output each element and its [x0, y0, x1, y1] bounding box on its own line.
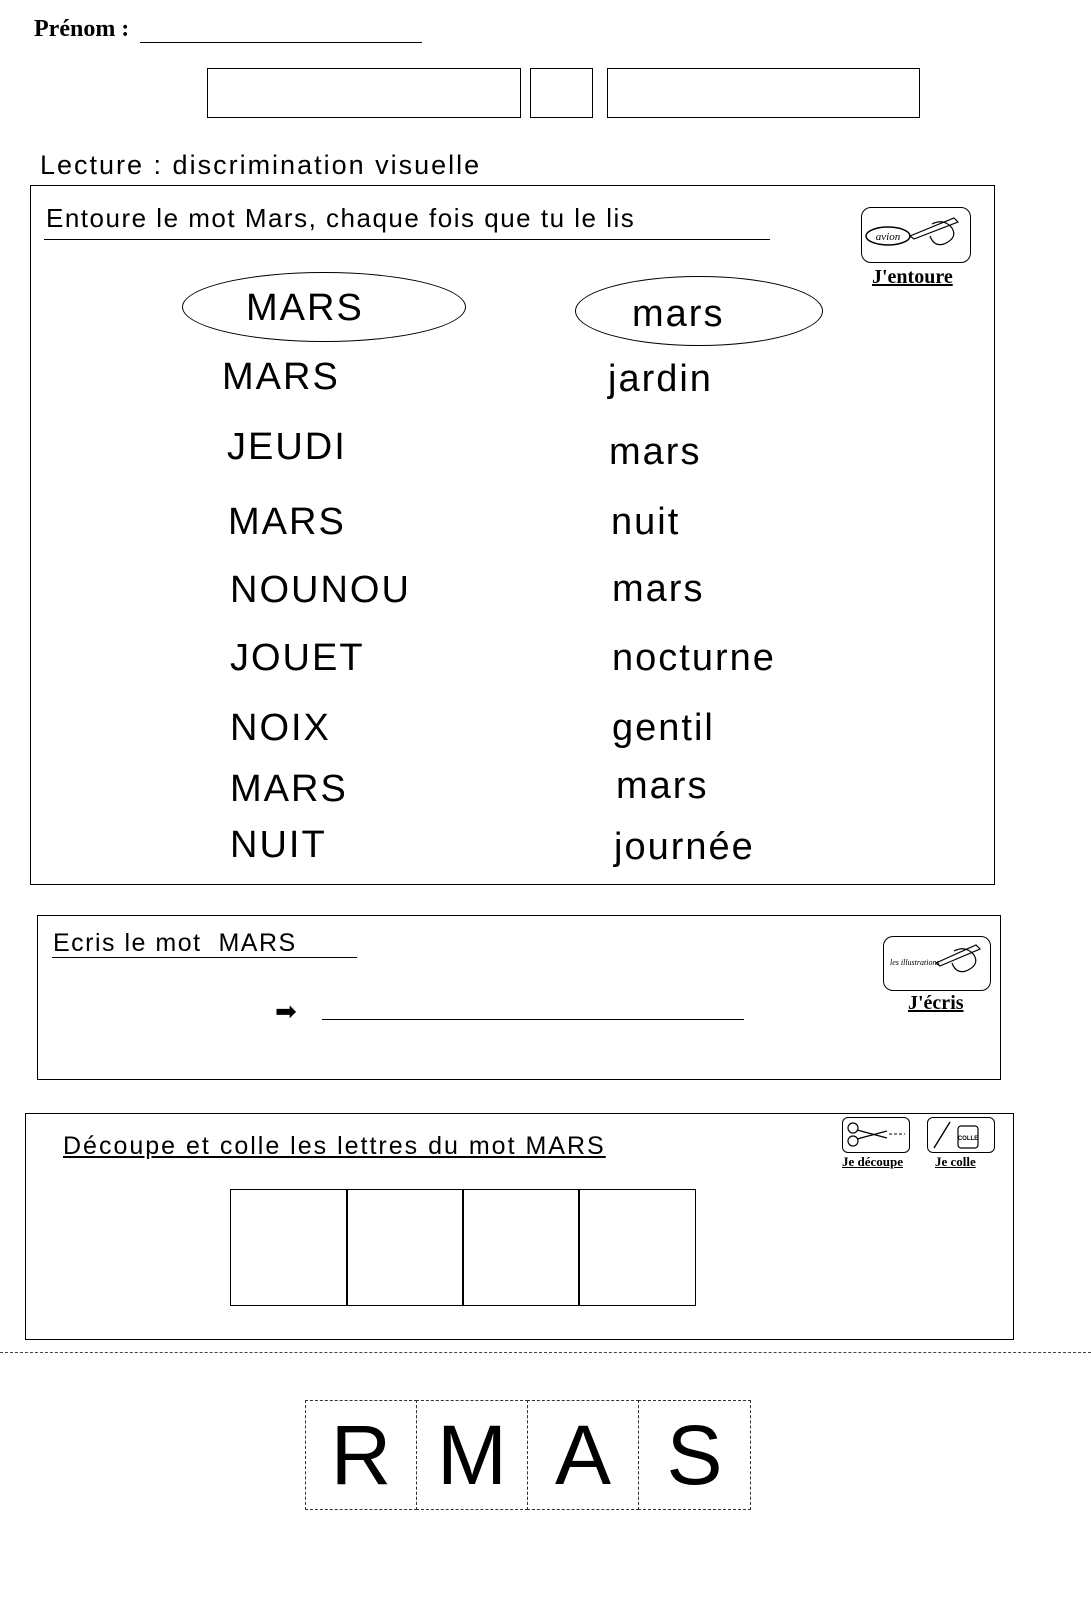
- word-left-4[interactable]: NOUNOU: [230, 569, 411, 611]
- word-right-1[interactable]: jardin: [608, 358, 713, 400]
- word-left-0[interactable]: MARS: [246, 287, 364, 329]
- name-line[interactable]: [140, 42, 422, 43]
- paste-cell-4[interactable]: [578, 1189, 696, 1306]
- word-right-2[interactable]: mars: [609, 431, 702, 473]
- word-right-5[interactable]: nocturne: [612, 637, 776, 679]
- paste-cell-3[interactable]: [462, 1189, 580, 1306]
- ecris-instruction-underline: [52, 957, 357, 958]
- pencil-circle-icon: [862, 208, 968, 260]
- glue-icon-label-text: Je colle: [935, 1154, 976, 1169]
- word-right-4[interactable]: mars: [612, 568, 705, 610]
- scissors-icon: [843, 1118, 907, 1150]
- cut-line: [0, 1352, 1091, 1353]
- instruction-underline: [44, 239, 770, 240]
- name-label: Prénom :: [34, 16, 130, 42]
- write-line[interactable]: [322, 1019, 744, 1020]
- word-left-2[interactable]: JEUDI: [227, 426, 347, 468]
- word-right-7[interactable]: mars: [616, 765, 709, 807]
- exercise-colle-instruction: Découpe et colle les lettres du mot MARS: [63, 1132, 606, 1160]
- glue-word: COLLE: [957, 1136, 979, 1142]
- header-box-3[interactable]: [607, 68, 920, 118]
- word-left-7[interactable]: MARS: [230, 768, 348, 810]
- word-right-6[interactable]: gentil: [612, 707, 715, 749]
- word-left-8[interactable]: NUIT: [230, 824, 327, 866]
- cut-letter-1[interactable]: R: [305, 1400, 417, 1510]
- entoure-icon-card: [861, 207, 971, 263]
- word-left-3[interactable]: MARS: [228, 501, 346, 543]
- exercise-entoure-instruction: Entoure le mot Mars, chaque fois que tu le lis: [46, 203, 636, 233]
- word-left-6[interactable]: NOIX: [230, 707, 331, 749]
- cut-icon-label: Je découpe: [842, 1154, 904, 1169]
- section-title: Lecture : discrimination visuelle: [40, 150, 482, 180]
- pencil-write-icon: [884, 937, 988, 988]
- word-left-1[interactable]: MARS: [222, 356, 340, 398]
- arrow-right-icon: ➡: [275, 996, 297, 1026]
- cut-letter-4[interactable]: S: [638, 1400, 751, 1510]
- illustrations-word: les illustrations: [890, 958, 940, 967]
- ecris-icon-label: J'écris: [908, 992, 964, 1014]
- word-right-8[interactable]: journée: [614, 826, 755, 868]
- glue-icon-card: [927, 1117, 995, 1153]
- paste-cell-1[interactable]: [230, 1189, 348, 1306]
- header-box-2[interactable]: [530, 68, 593, 118]
- cut-icon-card: [842, 1117, 910, 1153]
- ecris-icon-card: [883, 936, 991, 991]
- entoure-icon-label: J'entoure: [872, 266, 953, 288]
- exercise-entoure-panel: [30, 185, 995, 885]
- word-left-5[interactable]: JOUET: [230, 637, 365, 679]
- glue-icon: [928, 1118, 992, 1150]
- header-box-1[interactable]: [207, 68, 521, 118]
- paste-cell-2[interactable]: [346, 1189, 464, 1306]
- exercise-ecris-instruction: Ecris le mot MARS: [53, 929, 297, 957]
- word-right-3[interactable]: nuit: [611, 501, 681, 543]
- avion-word: avion: [875, 231, 901, 243]
- cut-letter-3[interactable]: A: [527, 1400, 639, 1510]
- word-right-0[interactable]: mars: [632, 293, 725, 335]
- cut-letter-2[interactable]: M: [416, 1400, 528, 1510]
